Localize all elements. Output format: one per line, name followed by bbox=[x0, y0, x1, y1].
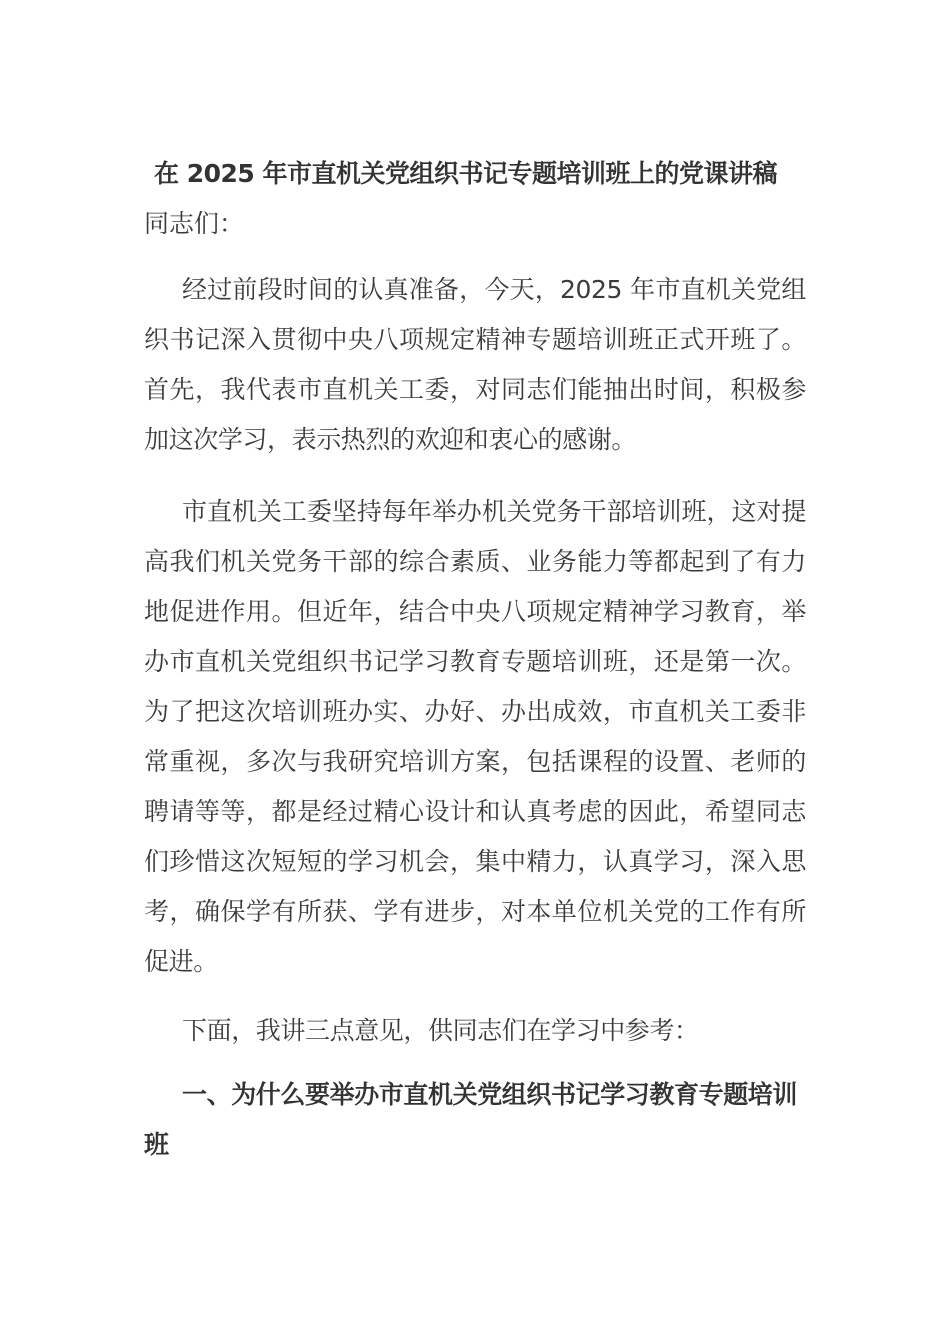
paragraph-background: 市直机关工委坚持每年举办机关党务干部培训班，这对提高我们机关党务干部的综合素质、业务能力等都起到了有力地促进作用。但近年，结合中央八项规定精神学习教育，举办市直机关党组织书记学习教育专题培训班，还是第一次。为了把这次培训班办实、办好、办出成效，市直机关工委非常重视，多次与我研究培训方案，包括课程的设置、老师的聘请等等，都是经过精心设计和认真考虑的因此，希望同志们珍惜这次短短的学习机会，集中精力，认真学习，深入思考，确保学有所获、学有进步，对本单位机关党的工作有所促进。 bbox=[144, 497, 806, 976]
section-heading-one: 一、为什么要举办市直机关党组织书记学习教育专题培训班 bbox=[144, 1080, 798, 1159]
document-title: 在 2025 年市直机关党组织书记专题培训班上的党课讲稿 bbox=[154, 159, 777, 188]
paragraph-opening: 经过前段时间的认真准备，今天，2025 年市直机关党组织书记深入贯彻中央八项规定精神专题培训班正式开班了。首先，我代表市直机关工委，对同志们能抽出时间，积极参加这次学习，表示热烈的欢迎和衷心的感谢。 bbox=[144, 275, 806, 454]
salutation: 同志们： bbox=[144, 209, 245, 238]
document-body bbox=[144, 152, 806, 1170]
paragraph-outline: 下面，我讲三点意见，供同志们在学习中参考： bbox=[182, 1016, 699, 1045]
